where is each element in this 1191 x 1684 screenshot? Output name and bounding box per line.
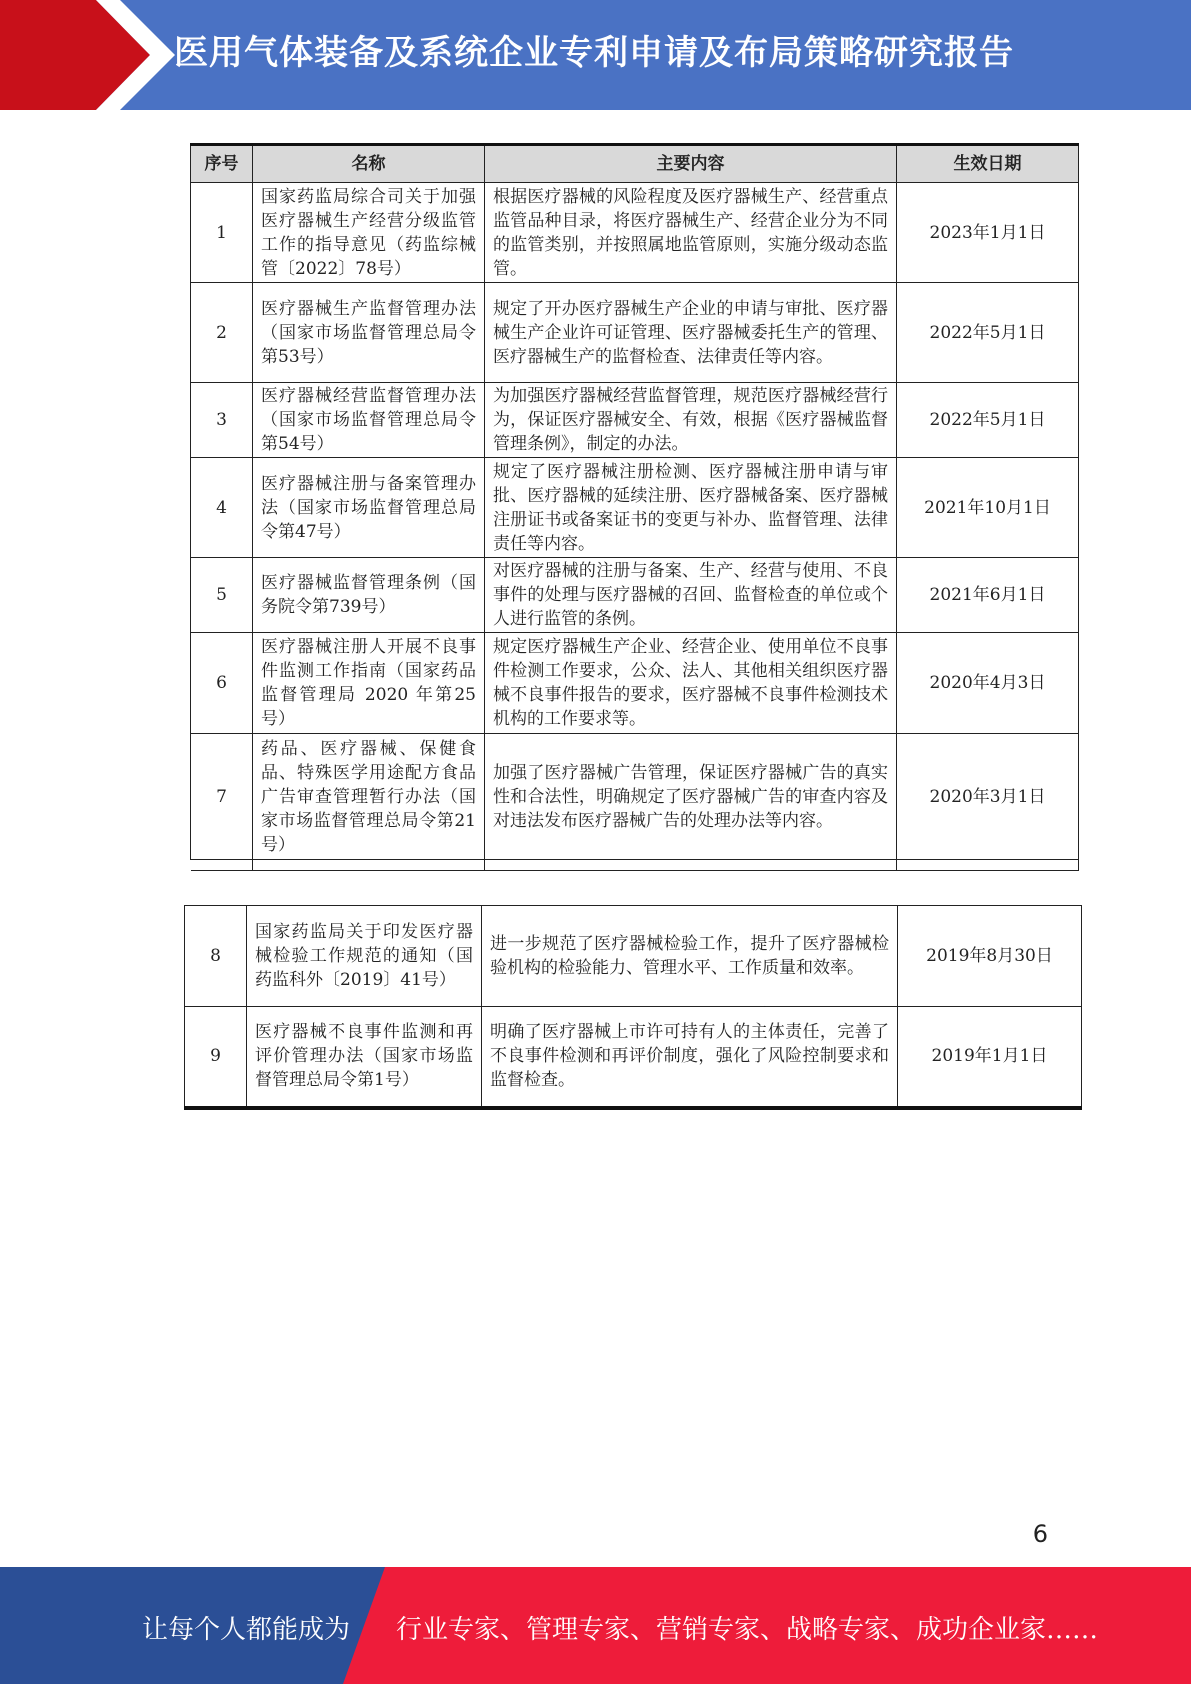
row-date: 2021年10月1日 — [897, 458, 1079, 558]
row-no: 5 — [191, 558, 253, 633]
row-name: 医疗器械生产监督管理办法（国家市场监督管理总局令第53号） — [253, 283, 485, 383]
row-no: 1 — [191, 183, 253, 283]
row-no: 7 — [191, 734, 253, 860]
row-name: 国家药监局综合司关于加强医疗器械生产经营分级监管工作的指导意见（药监综械管〔2022〕78号） — [253, 183, 485, 283]
row-name: 医疗器械注册人开展不良事件监测工作指南（国家药品监督管理局 2020 年第25号） — [253, 633, 485, 734]
row-no: 8 — [185, 906, 247, 1007]
table-row — [191, 458, 1079, 558]
row-content: 对医疗器械的注册与备案、生产、经营与使用、不良事件的处理与医疗器械的召回、监督检查的单位或个人进行监管的条例。 — [485, 558, 897, 633]
table-row — [191, 283, 1079, 383]
table-row — [191, 383, 1079, 458]
row-content: 规定医疗器械生产企业、经营企业、使用单位不良事件检测工作要求，公众、法人、其他相关组织医疗器械不良事件报告的要求，医疗器械不良事件检测技术机构的工作要求等。 — [485, 633, 897, 734]
footer-slogan-right: 行业专家、管理专家、营销专家、战略专家、成功企业家…… — [396, 1615, 1099, 1645]
row-content: 加强了医疗器械广告管理，保证医疗器械广告的真实性和合法性，明确规定了医疗器械广告的审查内容及对违法发布医疗器械广告的处理办法等内容。 — [485, 734, 897, 860]
row-content: 规定了医疗器械注册检测、医疗器械注册申请与审批、医疗器械的延续注册、医疗器械备案、医疗器械注册证书或备案证书的变更与补办、监督管理、法律责任等内容。 — [485, 458, 897, 558]
row-name: 医疗器械不良事件监测和再评价管理办法（国家市场监督管理总局令第1号） — [247, 1007, 482, 1108]
table-row — [185, 906, 1082, 1007]
page-break-cell — [191, 860, 253, 871]
row-date: 2022年5月1日 — [897, 383, 1079, 458]
page-break-cell — [253, 860, 485, 871]
regulations-table-continued — [184, 905, 1082, 1110]
row-content: 规定了开办医疗器械生产企业的申请与审批、医疗器械生产企业许可证管理、医疗器械委托生产的管理、医疗器械生产的监督检查、法律责任等内容。 — [485, 283, 897, 383]
table-row — [191, 633, 1079, 734]
header-main-content: 主要内容 — [485, 145, 897, 183]
row-date: 2021年6月1日 — [897, 558, 1079, 633]
header-serial-no: 序号 — [191, 145, 253, 183]
footer-slogan-left: 让每个人都能成为 — [142, 1615, 351, 1645]
row-date: 2020年4月3日 — [897, 633, 1079, 734]
table-page-break — [191, 860, 1079, 871]
row-date: 2023年1月1日 — [897, 183, 1079, 283]
row-date: 2019年8月30日 — [898, 906, 1082, 1007]
row-date: 2020年3月1日 — [897, 734, 1079, 860]
row-date: 2019年1月1日 — [898, 1007, 1082, 1108]
table-row — [191, 183, 1079, 283]
page-header — [0, 0, 1191, 110]
header-effective-date: 生效日期 — [897, 145, 1079, 183]
page-break-cell — [897, 860, 1079, 871]
regulations-table — [190, 143, 1079, 871]
table-row — [185, 1007, 1082, 1108]
row-name: 药品、医疗器械、保健食品、特殊医学用途配方食品广告审查管理暂行办法（国家市场监督管理总局令第21号） — [253, 734, 485, 860]
row-content: 进一步规范了医疗器械检验工作，提升了医疗器械检验机构的检验能力、管理水平、工作质量和效率。 — [482, 906, 898, 1007]
row-name: 医疗器械监督管理条例（国务院令第739号） — [253, 558, 485, 633]
row-name: 医疗器械经营监督管理办法（国家市场监督管理总局令第54号） — [253, 383, 485, 458]
row-date: 2022年5月1日 — [897, 283, 1079, 383]
page-footer — [0, 1567, 1191, 1684]
row-name: 国家药监局关于印发医疗器械检验工作规范的通知（国药监科外〔2019〕41号） — [247, 906, 482, 1007]
table-row — [191, 558, 1079, 633]
header-name: 名称 — [253, 145, 485, 183]
row-content: 明确了医疗器械上市许可持有人的主体责任，完善了不良事件检测和再评价制度，强化了风险控制要求和监督检查。 — [482, 1007, 898, 1108]
row-no: 6 — [191, 633, 253, 734]
table-header-row — [191, 145, 1079, 183]
report-title: 医用气体装备及系统企业专利申请及布局策略研究报告 — [174, 33, 1014, 73]
row-no: 4 — [191, 458, 253, 558]
row-content: 为加强医疗器械经营监督管理，规范医疗器械经营行为，保证医疗器械安全、有效，根据《医疗器械监督管理条例》，制定的办法。 — [485, 383, 897, 458]
page-number: 6 — [1032, 1520, 1048, 1548]
row-content: 根据医疗器械的风险程度及医疗器械生产、经营重点监管品种目录，将医疗器械生产、经营企业分为不同的监管类别，并按照属地监管原则，实施分级动态监管。 — [485, 183, 897, 283]
row-no: 2 — [191, 283, 253, 383]
row-no: 9 — [185, 1007, 247, 1108]
row-name: 医疗器械注册与备案管理办法（国家市场监督管理总局令第47号） — [253, 458, 485, 558]
page-break-cell — [485, 860, 897, 871]
table-row — [191, 734, 1079, 860]
row-no: 3 — [191, 383, 253, 458]
